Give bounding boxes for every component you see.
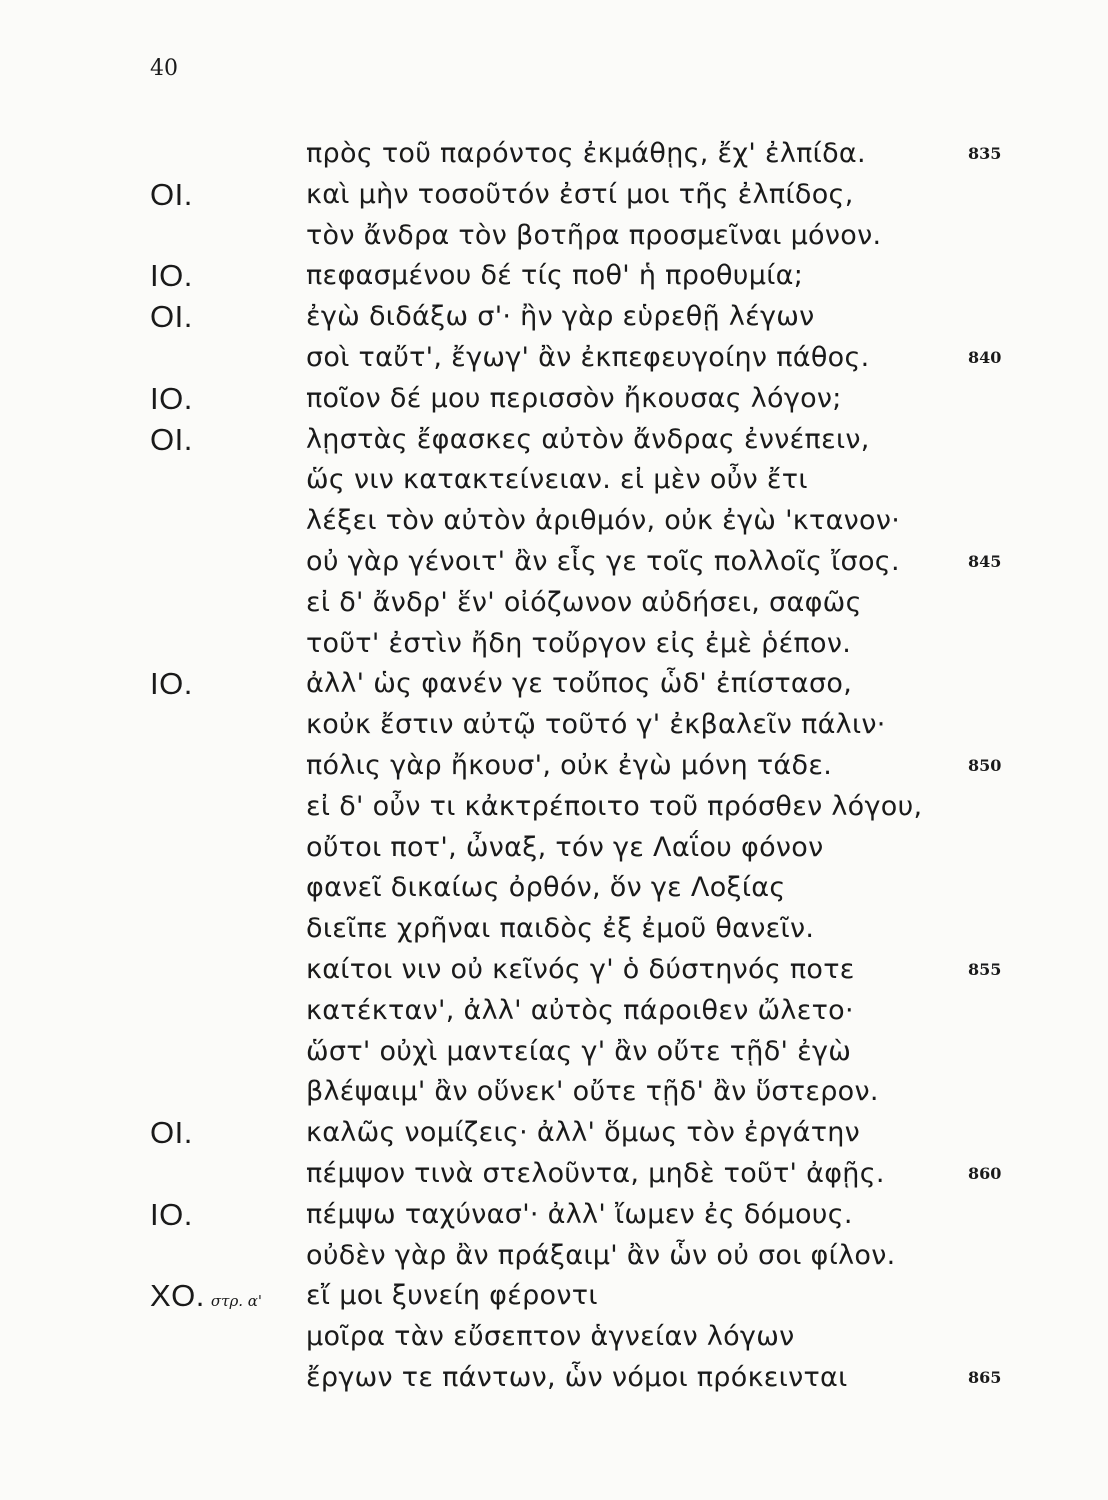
verse-text: οὐ γὰρ γένοιτ' ἂν εἷς γε τοῖς πολλοῖς ἴσος. xyxy=(306,545,900,577)
speaker-label xyxy=(150,501,156,546)
speaker-label xyxy=(150,950,156,995)
line-number: 845 xyxy=(968,551,1002,571)
line-number: 860 xyxy=(968,1163,1002,1183)
verse-line xyxy=(0,379,1108,420)
verse-line xyxy=(0,1032,1108,1073)
verse-line xyxy=(0,1113,1108,1154)
verse-line xyxy=(0,583,1108,624)
speaker-name: ΙΟ. xyxy=(150,258,193,294)
speaker-name: ΙΟ. xyxy=(150,380,193,416)
speaker-name: ΟΙ. xyxy=(150,1115,193,1151)
speaker-label xyxy=(150,379,199,424)
verse-text: οὔτοι ποτ', ὦναξ, τόν γε Λαΐου φόνον xyxy=(306,831,824,863)
verse-line xyxy=(0,460,1108,501)
verse-line xyxy=(0,134,1108,175)
speaker-label xyxy=(150,624,156,669)
verse-text: ποῖον δέ μου περισσὸν ἤκουσας λόγον; xyxy=(306,382,842,414)
verse-line xyxy=(0,256,1108,297)
speaker-label xyxy=(150,420,199,465)
speaker-label xyxy=(150,1032,156,1077)
speaker-label xyxy=(150,1236,156,1281)
verse-line xyxy=(0,828,1108,869)
line-number: 865 xyxy=(968,1367,1002,1387)
verse-text: διεῖπε χρῆναι παιδὸς ἐξ ἐμοῦ θανεῖν. xyxy=(306,913,815,945)
verse-line xyxy=(0,420,1108,461)
page-number: 40 xyxy=(150,56,178,81)
verse-line xyxy=(0,175,1108,216)
verse-text: τὸν ἄνδρα τὸν βοτῆρα προσμεῖναι μόνον. xyxy=(306,219,882,251)
verse-line xyxy=(0,1236,1108,1277)
verse-line xyxy=(0,1154,1108,1195)
line-number: 850 xyxy=(968,755,1002,775)
verse-line xyxy=(0,991,1108,1032)
verse-text: καὶ μὴν τοσοῦτόν ἐστί μοι τῆς ἐλπίδος, xyxy=(306,178,854,210)
speaker-label xyxy=(150,216,156,261)
verse-line xyxy=(0,868,1108,909)
verse-text: πέμψω ταχύνασ'· ἀλλ' ἴωμεν ἐς δόμους. xyxy=(306,1198,853,1230)
verse-text: βλέψαιμ' ἂν οὕνεκ' οὔτε τῇδ' ἂν ὕστερον. xyxy=(306,1076,879,1108)
speaker-label xyxy=(150,664,199,709)
speaker-label xyxy=(150,1195,199,1240)
verse-text: ὥς νιν κατακτείνειαν. εἰ μὲν οὖν ἔτι xyxy=(306,464,808,496)
speaker-label xyxy=(150,1113,199,1158)
verse-text: ἐγὼ διδάξω σ'· ἢν γὰρ εὑρεθῇ λέγων xyxy=(306,301,815,333)
speaker-label xyxy=(150,1072,156,1117)
speaker-label xyxy=(150,1317,156,1362)
verse-text: πεφασμένου δέ τίς ποθ' ἡ προθυμία; xyxy=(306,260,804,292)
verse-text: καλῶς νομίζεις· ἀλλ' ὅμως τὸν ἐργάτην xyxy=(306,1117,861,1149)
speaker-label xyxy=(150,868,156,913)
verse-line xyxy=(0,1317,1108,1358)
verse-line xyxy=(0,297,1108,338)
verse-text: μοῖρα τὰν εὔσεπτον ἁγνείαν λόγων xyxy=(306,1321,795,1353)
speaker-label xyxy=(150,297,199,342)
verse-text: εἰ δ' ἄνδρ' ἕν' οἰόζωνον αὐδήσει, σαφῶς xyxy=(306,586,862,618)
speaker-label xyxy=(150,787,156,832)
speaker-label xyxy=(150,338,156,383)
verse-line xyxy=(0,950,1108,991)
verse-text: κοὐκ ἔστιν αὐτῷ τοῦτό γ' ἐκβαλεῖν πάλιν· xyxy=(306,709,886,741)
verse-line xyxy=(0,787,1108,828)
verse-line xyxy=(0,1195,1108,1236)
line-number: 855 xyxy=(968,959,1002,979)
verse-text: ὥστ' οὐχὶ μαντείας γ' ἂν οὔτε τῇδ' ἐγὼ xyxy=(306,1035,852,1067)
speaker-label xyxy=(150,828,156,873)
verse-text: πρὸς τοῦ παρόντος ἐκμάθῃς, ἔχ' ἐλπίδα. xyxy=(306,138,866,169)
verse-line xyxy=(0,338,1108,379)
speaker-name: ΧΟ. xyxy=(150,1278,205,1314)
speaker-label xyxy=(150,256,199,301)
speaker-label xyxy=(150,542,156,587)
line-number: 835 xyxy=(968,144,1002,163)
speaker-label xyxy=(150,175,199,220)
verse-line xyxy=(0,1072,1108,1113)
speaker-label xyxy=(150,583,156,628)
verse-text: λέξει τὸν αὐτὸν ἀριθμόν, οὐκ ἐγὼ 'κτανον· xyxy=(306,505,901,537)
speaker-name: ΟΙ. xyxy=(150,421,193,457)
verse-text: εἰ δ' οὖν τι κἀκτρέποιτο τοῦ πρόσθεν λόγου, xyxy=(306,790,923,822)
verse-text: λῃστὰς ἔφασκες αὐτὸν ἄνδρας ἐννέπειν, xyxy=(306,423,870,455)
verse-text: ἀλλ' ὡς φανέν γε τοὔπος ὧδ' ἐπίστασο, xyxy=(306,668,853,700)
speaker-label xyxy=(150,1154,156,1199)
strophe-marker: στρ. α' xyxy=(210,1292,263,1311)
verse-line xyxy=(0,1358,1108,1399)
verse-text: τοῦτ' ἐστὶν ἤδη τοὔργον εἰς ἐμὲ ῥέπον. xyxy=(306,627,852,659)
speaker-label xyxy=(150,460,156,505)
verse-text: ἔργων τε πάντων, ὧν νόμοι πρόκεινται xyxy=(306,1361,848,1393)
verse-text: κατέκταν', ἀλλ' αὐτὸς πάροιθεν ὤλετο· xyxy=(306,994,854,1026)
verse-text: οὐδὲν γὰρ ἂν πράξαιμ' ἂν ὧν οὐ σοι φίλον. xyxy=(306,1239,896,1271)
speaker-name: ΙΟ. xyxy=(150,666,193,702)
speaker-name: ΟΙ. xyxy=(150,299,193,335)
verse-line xyxy=(0,624,1108,665)
verse-text: φανεῖ δικαίως ὀρθόν, ὅν γε Λοξίας xyxy=(306,872,786,904)
verse-line xyxy=(0,216,1108,257)
speaker-label xyxy=(150,746,156,791)
speaker-name: ΟΙ. xyxy=(150,176,193,212)
speaker-label xyxy=(150,705,156,750)
verse-text: εἴ μοι ξυνείη φέροντι xyxy=(306,1280,598,1312)
verse-line xyxy=(0,542,1108,583)
verse-line xyxy=(0,746,1108,787)
verse-line xyxy=(0,909,1108,950)
verse-line xyxy=(0,1276,1108,1317)
verse-text: πόλις γὰρ ἤκουσ', οὐκ ἐγὼ μόνη τάδε. xyxy=(306,749,833,781)
speaker-label xyxy=(150,991,156,1036)
verse-lines xyxy=(0,134,1108,1399)
verse-line xyxy=(0,501,1108,542)
line-number: 840 xyxy=(968,347,1002,367)
speaker-label xyxy=(150,1276,262,1321)
verse-line xyxy=(0,664,1108,705)
verse-line xyxy=(0,705,1108,746)
speaker-label xyxy=(150,1358,156,1403)
verse-text: πέμψον τινὰ στελοῦντα, μηδὲ τοῦτ' ἀφῇς. xyxy=(306,1157,885,1189)
speaker-label xyxy=(150,134,156,179)
verse-text: καίτοι νιν οὐ κεῖνός γ' ὁ δύστηνός ποτε xyxy=(306,953,855,985)
speaker-name: ΙΟ. xyxy=(150,1196,193,1232)
speaker-label xyxy=(150,909,156,954)
verse-text: σοὶ ταὔτ', ἔγωγ' ἂν ἐκπεφευγοίην πάθος. xyxy=(306,341,870,373)
